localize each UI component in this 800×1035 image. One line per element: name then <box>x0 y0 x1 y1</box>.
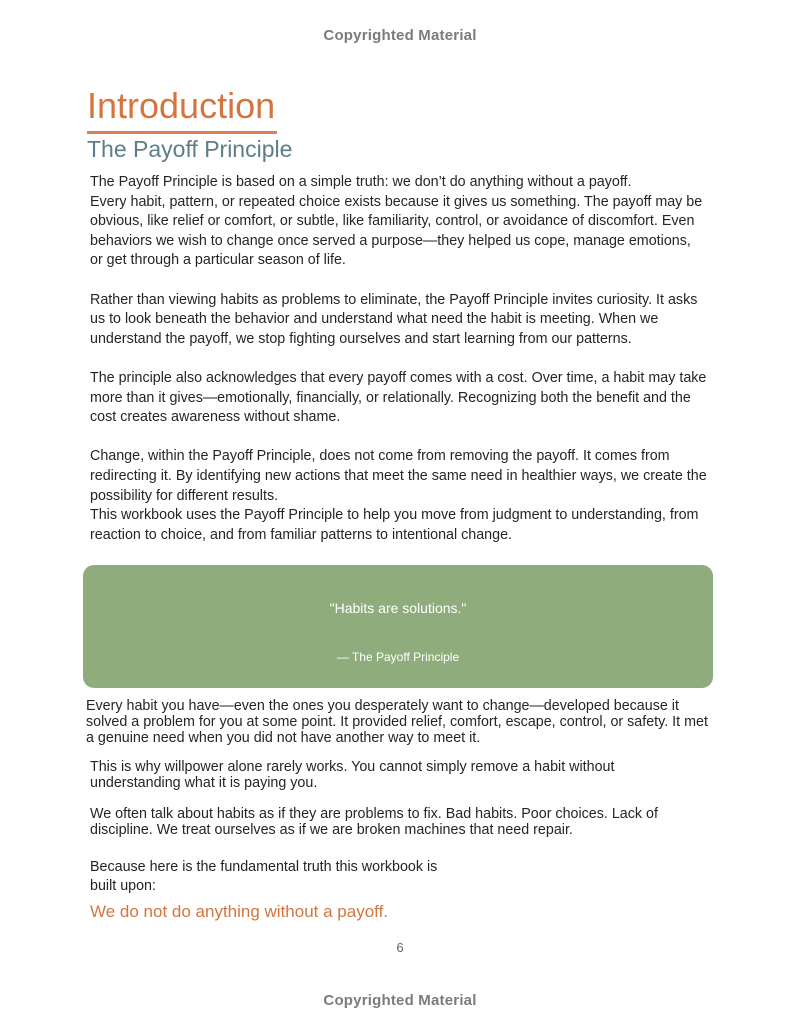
intro-paragraph-2: Rather than viewing habits as problems to eliminate, the Payoff Principle invites curiosity. It asks us to look beneath the behavior and understand what need the habit is meeting. When we understand the payoff, we stop fighting ourselves and start learning from our patterns. <box>90 291 698 347</box>
chapter-title: Introduction <box>87 85 276 126</box>
chapter-subtitle: The Payoff Principle <box>87 136 293 162</box>
lower-paragraph-1: Every habit you have—even the ones you desperately want to change—developed because it solved a problem for you at some point. It provided relief, comfort, escape, control, or safety. It met a genuine need when you did not have another way to meet it. <box>86 698 708 746</box>
intro-text <box>90 173 720 545</box>
intro-paragraph-1: The Payoff Principle is based on a simple truth: we don’t do anything without a payoff. Every habit, pattern, or repeated choice exists because it gives us something. The payoff may be obvious, like relief or comfort, or subtle, like familiarity, control, or avoidance of discomfort. Even behaviors we wish to change once served a purpose—they helped us cope, manage emotions, or get through a particular season of life. <box>90 174 703 269</box>
quote-text: "Habits are solutions." <box>329 600 467 616</box>
lower-paragraph-4: Because here is the fundamental truth this workbook is built upon: <box>90 859 438 894</box>
lower-paragraph-3: We often talk about habits as if they are problems to fix. Bad habits. Poor choices. Lack of discipline. We treat ourselves as if we are broken machines that need repair. <box>90 806 658 838</box>
key-truth-statement: We do not do anything without a payoff. <box>90 902 389 921</box>
page-number: 6 <box>396 940 404 955</box>
quote-attribution: — The Payoff Principle <box>336 650 460 664</box>
quote-callout <box>83 565 713 688</box>
intro-paragraph-3: The principle also acknowledges that every payoff comes with a cost. Over time, a habit may take more than it gives—emotionally, financially, or relationally. Recognizing both the benefit and the cost creates awareness without shame. <box>90 369 707 426</box>
intro-paragraph-4: Change, within the Payoff Principle, does not come from removing the payoff. It comes from redirecting it. By identifying new actions that meet the same need in healthier ways, we create the possibility for different results. This workbook uses the Payoff Principle to help you move from judgment to understanding, from reaction to choice, and from familiar patterns to intentional change. <box>90 448 707 543</box>
lower-paragraph-2: This is why willpower alone rarely works. You cannot simply remove a habit without understanding what it is paying you. <box>90 759 615 791</box>
copyright-watermark-bottom: Copyrighted Material <box>323 992 477 1009</box>
copyright-watermark-top: Copyrighted Material <box>323 27 477 44</box>
title-underline <box>87 131 277 134</box>
